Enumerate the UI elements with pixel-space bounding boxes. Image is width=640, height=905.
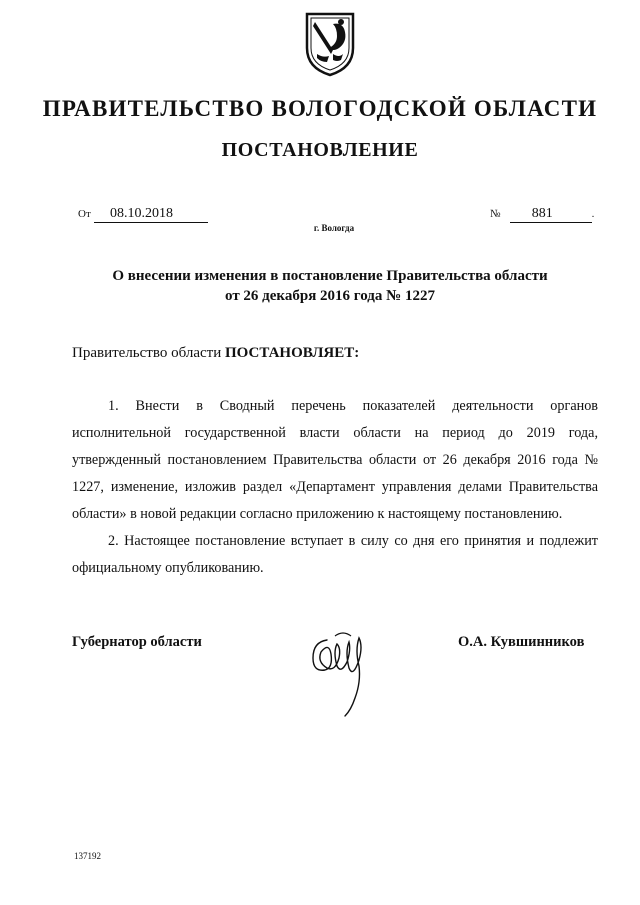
subject-line-1: О внесении изменения в постановление Правительства области bbox=[112, 268, 548, 284]
signer-name: О.А. Кувшинников bbox=[458, 634, 585, 650]
document-number-footer: 137192 bbox=[74, 851, 101, 861]
preamble bbox=[72, 345, 359, 362]
paragraph-2: 2. Настоящее постановление вступает в силу со дня его принятия и подлежит официальному опубликованию. bbox=[72, 533, 598, 576]
number-dot: . bbox=[591, 209, 595, 220]
date-line bbox=[78, 205, 208, 223]
handwritten-signature-icon bbox=[305, 622, 375, 718]
preamble-verb: ПОСТАНОВЛЯЕТ: bbox=[224, 345, 360, 361]
document-type-title: ПОСТАНОВЛЕНИЕ bbox=[221, 139, 419, 161]
signer-position: Губернатор области bbox=[72, 634, 202, 650]
number-value: 881 bbox=[510, 206, 592, 223]
subject-line-2: от 26 декабря 2016 года № 1227 bbox=[225, 288, 435, 304]
date-label: От bbox=[78, 208, 91, 220]
document-subject bbox=[60, 266, 600, 306]
government-title: ПРАВИТЕЛЬСТВО ВОЛОГОДСКОЙ ОБЛАСТИ bbox=[42, 96, 598, 121]
number-label: № bbox=[490, 208, 501, 220]
date-value: 08.10.2018 bbox=[94, 206, 208, 223]
paragraph-1: 1. Внести в Сводный перечень показателей деятельности органов исполнительной государственной власти области на период до 2019 года, утвержденный постановлением Правительства области от 26 декабря 2016 года № 1227, изменение, изложив раздел «Департамент управления делами Правительства области» в новой редакции согласно приложению к настоящему постановлению. bbox=[72, 398, 598, 522]
preamble-prefix: Правительство области bbox=[72, 345, 225, 361]
number-line bbox=[490, 205, 594, 223]
coat-of-arms-icon bbox=[303, 8, 357, 78]
city-label: г. Вологда bbox=[313, 223, 355, 233]
document-body bbox=[72, 393, 598, 582]
